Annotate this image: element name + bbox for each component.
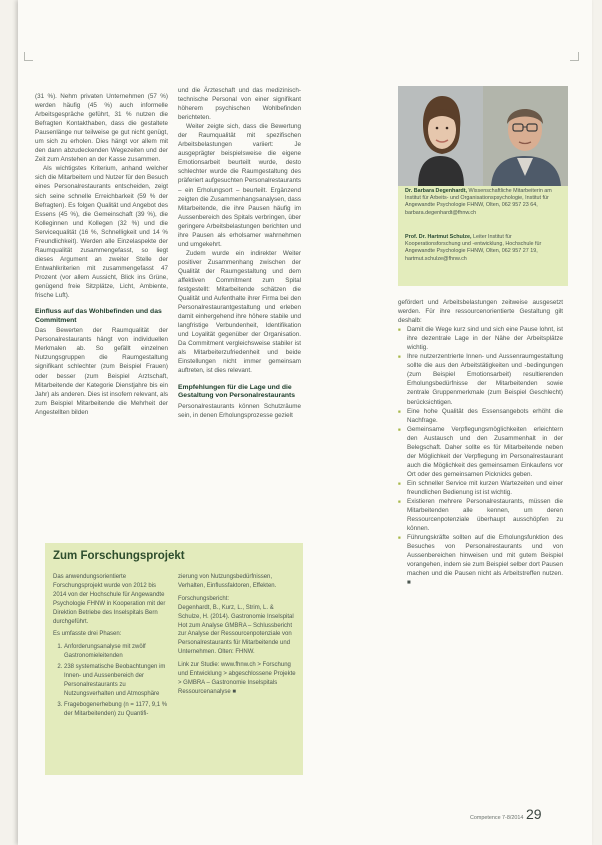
- author-details: Leiter Institut für Kooperationsforschung und -entwicklung, Hochschule für Angewandte Psychologie FHNW, Olten, 062 957 27 19, hartmut.schulze@fhnw.ch: [405, 234, 542, 262]
- paragraph: (31 %). Nehm privaten Unternehmen (57 %) werden häufig (45 %) auch informelle Arbeitsgespräche geführt, 31 % nutzen die Befragten Kontakthaben, dass die gestaltete Pausenlänge nur teilweise ge gut nicht genügt, um sich zu erholen. Dies hängt vor allem mit den dann abzudeckenden Wegezeiten und der Zeit zum Anstehen an der Kasse zusammen.: [35, 93, 168, 164]
- author-name: Prof. Dr. Hartmut Schulze,: [405, 234, 472, 240]
- paragraph: Personalrestaurants können Schutzräume sein, in denen Erholungsprozesse gezielt: [178, 402, 301, 419]
- list-item: ■ Gemeinsame Verpflegungsmöglichkeiten erleichtern den Austausch und den Zusammenhalt in der Belegschaft. Daher sollte es für Mitarbeitende neben der Möglichkeit der Verpflegung im Personalrestaurant auch die Möglichkeit des gemeinsamen Einkaufens vor Ort oder des gemeinsamen Picknicks geben.: [407, 425, 563, 479]
- section-heading: Empfehlungen für die Lage und die Gestaltung von Personalrestaurants: [178, 383, 296, 400]
- list-item: ■ Führungskräfte sollten auf die Erholungsfunktion des Besuches von Personalrestaurants und von Aussenbereichen hinweisen und mit gutem Beispiel vorangehen, indem sie zum Beispiel selber dort Pausen machen und die Pausen nicht als Arbeitstreffen nutzen. ■: [407, 533, 563, 587]
- list-item: 3. Fragebogenerhebung (n = 1177, 9,1 % der Mitarbeitenden) zu Quantifi-: [64, 701, 171, 719]
- recommendation-list: [398, 325, 563, 587]
- list-item: ■ Damit die Wege kurz sind und sich eine Pause lohnt, ist ihre dezentrale Lage in der Nähe der Arbeitsplätze wichtig.: [407, 325, 563, 352]
- publication-footer: Competence 7-8/2014: [470, 815, 524, 821]
- author-panel: [398, 86, 568, 286]
- section-heading: Einfluss auf das Wohlbefinden und das Commitment: [35, 308, 162, 324]
- box-paragraph: Das anwendungsorientierte Forschungsprojekt wurde von 2012 bis 2014 von der Hochschule für Angewandte Psychologie FHNW in Kooperation mit der Direktion Betriebe des Inselspitals Bern durchgeführt.: [53, 574, 166, 625]
- list-item: ■ Ihre nutzerzentrierte Innen- und Aussenraumgestaltung sollte die aus den Arbeitstätigkeiten und -bedingungen (zum Beispiel Emotionsarbeit) resultierenden Erholungsbedürfnisse der Mitarbeitenden sowie zentrale Gruppenmerkmale (zum Beispiel Geschlecht) berücksichtigen.: [407, 352, 563, 406]
- box-label: Forschungsbericht:: [178, 595, 230, 602]
- box-reference: Degenhardt, B., Kurz, L., Strim, L. & Schulze, H. (2014). Gastronomie Inselspital Hot zum Analyse GMBRA – Schlussbericht zur Analyse der Ressourcenpotenziale von Personalrestaurants für Mitarbeitende und Unternehmen. Olten: FHNW.: [178, 604, 294, 656]
- page-number: 29: [526, 806, 542, 822]
- paragraph: gefördert und Arbeitsbelastungen zeitweise ausgesetzt werden. Für ihre ressourcenorientierte Gestaltung gilt deshalb:: [398, 299, 563, 325]
- paragraph: Das Bewerten der Raumqualität der Personalrestaurants hängt von individuellen Merkmalen ab. So gefällt einzelnen Nutzungsgruppen die Raumgestaltung signifikant schlechter (zum Beispiel Frauen) oder besser (zum Beispiel Arztschaft, Mitarbeitende der Kategorie Dienstjahre bis ein Jahr) als anderen. Dies ist insofern relevant, als zum Beispiel Mitarbeitende die Mehrheit der Angestellten bilden: [35, 327, 168, 416]
- author-caption-1: [405, 188, 561, 217]
- text-column-2: [178, 86, 301, 420]
- box-column-2: [178, 573, 296, 701]
- list-item: ■ Ein schneller Service mit kurzen Wartezeiten und einer freundlichen Bedienung ist ist wichtig.: [407, 479, 563, 497]
- phases-list: [53, 643, 171, 718]
- box-paragraph: zierung von Nutzungsbedürfnissen, Verhalten, Einflussfaktoren, Effekten.: [178, 574, 277, 589]
- text-column-3: [398, 298, 563, 588]
- box-paragraph: Es umfasste drei Phasen:: [53, 631, 122, 638]
- paragraph: Weiter zeigte sich, dass die Bewertung der Raumqualität mit spezifischen Arbeitsbelastungen variiert: Je ausgeprägter beispielsweise die eigene Emotionsarbeit beurteilt wurde, desto schlechter wurde die Raumgestaltung des präferiert aufgesuchten Personalrestaurants – ein Erholungsort – beurteilt. Ergänzend zeigten die Zusammenhangsanalysen, dass Mitarbeitende, die ihre Pausen häufig im Aussenbereich des Spitals verbringen, über geringere Arbeitsbelastungen berichten und ihre Pausen als erholsamer wahrnehmen und umgekehrt.: [178, 123, 301, 248]
- research-project-box: [45, 543, 303, 775]
- author-caption-2: [405, 234, 561, 263]
- author-details: Wissenschaftliche Mitarbeiterin am Institut für Arbeits- und Organisationspsychologie, Institut für Angewandte Psychologie FHNW, Olten, 062 957 23 64, barbara.degenhardt@fhnw.ch: [405, 188, 552, 216]
- author-photo-degenhardt: [398, 86, 483, 186]
- box-link[interactable]: Link zur Studie: www.fhnw.ch > Forschung und Entwicklung > abgeschlossene Projekte > GMBRA – Gastronomie Inselspitals Ressourcenanalyse ■: [178, 662, 296, 695]
- box-column-1: [53, 573, 171, 721]
- list-item: ■ Eine hohe Qualität des Essensangebots erhöht die Nachfrage.: [407, 407, 563, 425]
- list-item: 2. 238 systematische Beobachtungen im Innen- und Aussenbereich der Personalrestaurants zu Nutzungsverhalten und Atmosphäre: [64, 663, 171, 699]
- list-item: 1. Anforderungsanalyse mit zwölf Gastronomieleitenden: [64, 643, 171, 661]
- paragraph: Als wichtigstes Kriterium, anhand welcher sich die Mitarbeitern und Nutzer für den Besuch eines Personalrestaurants entscheiden, zeigt sich seine schnelle Erreichbarkeit (59 % der Befragten). Es folgen Qualität und Angebot des Essens (45 %), die Gemeinschaft (39 %), die Kolleginnen und Kollegen (32 %) und die Servicequalität (16 %, Schnelligkeit und 14 % Freundlichkeit). Werden alle Einzelaspekte der Raumqualität zusammengefasst, so liegt dieses Argument an zweiter Stelle der Entwahlkriterien mit zusammengefasst 47 Prozent (vor allem Aussicht, Blick ins Grüne, genügend freie Sitzplätze, Licht, Ambiente, frische Luft).: [35, 165, 169, 300]
- author-name: Dr. Barbara Degenhardt,: [405, 188, 468, 194]
- box-title: Zum Forschungsprojekt: [53, 550, 185, 562]
- paragraph: und die Ärzteschaft und das medizinisch-technische Personal von einer signifikant höherem psychischen Wohlbefinden berichteten.: [178, 87, 301, 122]
- crop-mark: [24, 52, 33, 61]
- paragraph: Zudem wurde ein indirekter Weiter positiver Zusammenhang zwischen der Qualität der Raumgestaltung und dem affektiven Commitment zum Spital festgestellt: Mitarbeitende schätzen die Qualität und Aufenthalte ihrer Firma bei den Personalrestaurantgestaltung und erleben damit einhergehend ihre höhere stabile und langfristige Verbundenheit, Identifikation und Loyalität gegenüber der Organisation. Da Commitment vergleichsweise stabiler ist als Mitarbeiterzufriedenheit und beide Einstellungen nicht immer gemeinsam auftreten, ist dies relevant.: [178, 249, 301, 375]
- author-photo-schulze: [483, 86, 568, 186]
- text-column-1: [35, 92, 168, 417]
- crop-mark: [570, 52, 579, 61]
- list-item: ■ Existieren mehrere Personalrestaurants, müssen die Mitarbeitenden alle kennen, um deren Ressourcenpotenziale überhaupt ausschöpfen zu können.: [407, 497, 563, 533]
